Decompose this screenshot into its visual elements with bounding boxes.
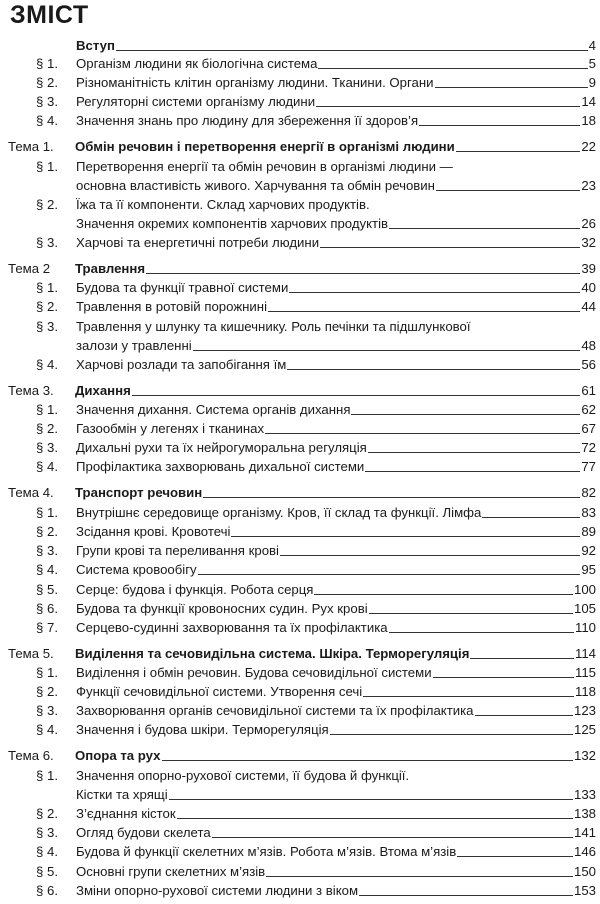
toc-entry-title: Харчові розлади та запобігання їм — [76, 357, 287, 372]
toc-entry-page: 40 — [581, 280, 596, 295]
toc-entry-title: Значення опорно-рухової системи, її будова й функції. — [76, 768, 410, 783]
toc-entry-page: 18 — [581, 113, 596, 128]
toc-entry-number: § 5. — [36, 864, 58, 879]
toc-entry — [0, 381, 600, 400]
toc-leader-line — [435, 87, 588, 88]
toc-entry-title: Опора та рух — [75, 748, 161, 763]
toc-entry-page: 141 — [573, 825, 596, 840]
toc-entry-page: 118 — [574, 684, 596, 699]
toc-entry — [0, 503, 600, 522]
toc-entry-number: § 6. — [36, 601, 58, 616]
toc-entry-title: Захворювання органів сечовидільної системи та їх профілактика — [76, 703, 474, 718]
toc-entry-number: Тема 2 — [8, 261, 51, 276]
toc-entry-page: 62 — [581, 402, 596, 417]
toc-entry — [0, 842, 600, 861]
toc-entry-title: Травлення в ротовій порожнині — [76, 299, 268, 314]
toc-entry-number: § 2. — [36, 684, 58, 699]
toc-entry — [0, 766, 600, 785]
toc-entry — [0, 804, 600, 823]
toc-entry-number: § 1. — [36, 280, 58, 295]
toc-entry-title: Будова й функції скелетних м’язів. Робота м’язів. Втома м’язів — [76, 844, 457, 859]
toc-leader-line — [456, 151, 581, 152]
toc-leader-line — [265, 433, 580, 434]
toc-entry-page: 14 — [581, 94, 596, 109]
toc-entry-page: 153 — [573, 883, 596, 898]
toc-entry — [0, 36, 600, 55]
toc-entry — [0, 278, 600, 297]
toc-entry-page: 56 — [581, 357, 596, 372]
toc-entry-title: Виділення і обмін речовин. Будова сечовидільної системи — [76, 665, 432, 680]
toc-entry-title: Внутрішнє середовище організму. Кров, її склад та функції. Лімфа — [76, 505, 482, 520]
toc-entry-page: 23 — [581, 178, 596, 193]
toc-entry-number: § 3. — [36, 440, 58, 455]
toc-entry-title: З’єднання кісток — [76, 806, 176, 821]
toc-entry-title: Серцево-судинні захворювання та їх профілактика — [76, 620, 388, 635]
toc-entry-title: Профілактика захворювань дихальної системи — [76, 459, 365, 474]
toc-entry-page: 77 — [581, 459, 596, 474]
toc-entry-title: Газообмін у легенях і тканинах — [76, 421, 265, 436]
toc-leader-line — [351, 414, 580, 415]
toc-entry — [0, 438, 600, 457]
toc-entry-page: 5 — [588, 56, 596, 71]
toc-entry-title: основна властивість живого. Харчування та обмін речовин — [76, 178, 435, 193]
toc-entry-number: § 1. — [36, 665, 58, 680]
toc-leader-line — [436, 190, 580, 191]
toc-entry — [0, 618, 600, 637]
toc-entry-page: 72 — [581, 440, 596, 455]
toc-leader-line — [198, 574, 581, 575]
toc-entry — [0, 701, 600, 720]
toc-entry-title: Транспорт речовин — [75, 485, 203, 500]
toc-entry-page: 115 — [574, 665, 596, 680]
toc-entry-title: Їжа та її компоненти. Склад харчових продуктів. — [76, 197, 370, 212]
toc-entry-title: Виділення та сечовидільна система. Шкіра. Терморегуляція — [75, 646, 470, 661]
toc-leader-line — [203, 497, 580, 498]
toc-entry-number: § 3. — [36, 319, 58, 334]
toc-entry-page: 48 — [581, 338, 596, 353]
toc-entry — [0, 195, 600, 214]
toc-entry-title: Система кровообігу — [76, 562, 197, 577]
toc-entry-number: Тема 1. — [8, 139, 54, 154]
toc-entry-number: § 6. — [36, 883, 58, 898]
toc-entry-page: 39 — [581, 261, 596, 276]
toc-entry — [0, 137, 600, 156]
toc-leader-line — [365, 471, 580, 472]
toc-entry-page: 83 — [581, 505, 596, 520]
toc-leader-line — [482, 517, 580, 518]
toc-entry-page: 132 — [573, 748, 596, 763]
toc-leader-line — [314, 594, 573, 595]
toc-leader-line — [363, 696, 574, 697]
toc-leader-line — [389, 632, 574, 633]
toc-entry-page: 146 — [573, 844, 596, 859]
toc-entry-number: § 4. — [36, 459, 58, 474]
toc-entry — [0, 746, 600, 765]
page-title: ЗМІСТ — [10, 1, 89, 29]
toc-entry-title: Функції сечовидільної системи. Утворення сечі — [76, 684, 363, 699]
toc-entry-number: § 4. — [36, 113, 58, 128]
toc-entry-number: § 5. — [36, 582, 58, 597]
toc-entry-title: Основні групи скелетних м’язів — [76, 864, 266, 879]
toc-entry-page: 92 — [581, 543, 596, 558]
toc-entry — [0, 400, 600, 419]
toc-entry-title: Різноманітність клітин організму людини. Тканини. Органи — [76, 75, 434, 90]
toc-entry-number: § 4. — [36, 844, 58, 859]
toc-entry-page: 138 — [573, 806, 596, 821]
toc-entry-title: Кістки та хрящі — [76, 787, 168, 802]
toc-entry-number: § 3. — [36, 94, 58, 109]
toc-entry — [0, 355, 600, 374]
toc-entry-number: Тема 6. — [8, 748, 54, 763]
toc-entry-title: Групи крові та переливання крові — [76, 543, 279, 558]
toc-entry-title: Будова та функції кровоносних судин. Рух крові — [76, 601, 368, 616]
toc-entry-number: § 2. — [36, 421, 58, 436]
toc-leader-line — [457, 856, 573, 857]
toc-entry-number: Тема 4. — [8, 485, 54, 500]
toc-entry — [0, 176, 600, 195]
toc-leader-line — [389, 228, 580, 229]
toc-entry-title: Будова та функції травної системи — [76, 280, 289, 295]
toc-entry — [0, 336, 600, 355]
toc-leader-line — [280, 555, 580, 556]
toc-entry-number: Тема 3. — [8, 383, 54, 398]
toc-entry-title: Значення і будова шкіри. Терморегуляція — [76, 722, 329, 737]
toc-entry — [0, 297, 600, 316]
toc-entry-title: Перетворення енергії та обмін речовин в організмі людини — — [76, 159, 453, 174]
toc-entry-title: Дихання — [75, 383, 131, 398]
toc-entry-page: 105 — [573, 601, 596, 616]
toc-leader-line — [475, 715, 573, 716]
toc-entry-number: § 4. — [36, 722, 58, 737]
toc-entry-page: 114 — [574, 646, 596, 661]
toc-entry-title: Зсідання крові. Кровотечі — [76, 524, 231, 539]
toc-entry-number: Тема 5. — [8, 646, 54, 661]
toc-leader-line — [359, 895, 573, 896]
toc-entry-number: § 4. — [36, 562, 58, 577]
toc-entry-title: Організм людини як біологічна система — [76, 56, 318, 71]
toc-entry — [0, 862, 600, 881]
toc-entry-title: Регуляторні системи організму людини — [76, 94, 316, 109]
toc-entry-title: Серце: будова і функція. Робота серця — [76, 582, 314, 597]
toc-entry-title: Вступ — [76, 38, 115, 53]
toc-leader-line — [132, 395, 581, 396]
toc-leader-line — [116, 50, 588, 51]
toc-entry-number: § 2. — [36, 197, 58, 212]
toc-leader-line — [146, 273, 580, 274]
toc-entry-page: 82 — [581, 485, 596, 500]
toc-entry — [0, 233, 600, 252]
toc-entry — [0, 157, 600, 176]
toc-entry-number: § 1. — [36, 159, 58, 174]
toc-entry-number: § 1. — [36, 56, 58, 71]
toc-entry-number: § 1. — [36, 768, 58, 783]
toc-entry-title: Огляд будови скелета — [76, 825, 211, 840]
toc-entry — [0, 419, 600, 438]
toc-entry-number: § 3. — [36, 235, 58, 250]
toc-entry-page: 125 — [573, 722, 596, 737]
toc-entry — [0, 317, 600, 336]
toc-entry-page: 123 — [573, 703, 596, 718]
toc-leader-line — [330, 734, 573, 735]
toc-entry-page: 100 — [573, 582, 596, 597]
toc-leader-line — [433, 677, 574, 678]
toc-entry-page: 22 — [581, 139, 596, 154]
toc-leader-line — [162, 760, 573, 761]
toc-entry — [0, 92, 600, 111]
toc-leader-line — [470, 658, 574, 659]
toc-entry — [0, 560, 600, 579]
toc-leader-line — [369, 613, 573, 614]
toc-entry-number: § 2. — [36, 524, 58, 539]
toc-entry-page: 95 — [581, 562, 596, 577]
toc-entry-number: § 2. — [36, 806, 58, 821]
toc-entry-number: § 3. — [36, 703, 58, 718]
toc-entry-number: § 1. — [36, 505, 58, 520]
toc-entry — [0, 785, 600, 804]
toc-leader-line — [419, 125, 580, 126]
toc-leader-line — [177, 818, 573, 819]
toc-entry-title: залози у травленні — [76, 338, 192, 353]
toc-entry — [0, 663, 600, 682]
toc-entry — [0, 682, 600, 701]
toc-leader-line — [266, 876, 573, 877]
toc-entry-page: 110 — [574, 620, 596, 635]
toc-entry-page: 133 — [573, 787, 596, 802]
toc-entry-page: 4 — [588, 38, 596, 53]
toc-entry-title: Значення дихання. Система органів дихання — [76, 402, 351, 417]
toc-entry-number: § 2. — [36, 75, 58, 90]
toc-entry — [0, 214, 600, 233]
toc-leader-line — [287, 369, 580, 370]
toc-entry — [0, 73, 600, 92]
toc-entry-number: § 2. — [36, 299, 58, 314]
toc-entry — [0, 522, 600, 541]
toc-entry-page: 150 — [573, 864, 596, 879]
toc-leader-line — [268, 311, 580, 312]
toc-entry-number: § 1. — [36, 402, 58, 417]
toc-leader-line — [231, 536, 580, 537]
toc-entry-page: 32 — [581, 235, 596, 250]
toc-entry-number: § 4. — [36, 357, 58, 372]
toc-leader-line — [316, 106, 580, 107]
toc-entry — [0, 720, 600, 739]
toc-entry — [0, 541, 600, 560]
toc-leader-line — [318, 68, 587, 69]
toc-entry — [0, 644, 600, 663]
toc-leader-line — [368, 452, 581, 453]
toc-leader-line — [193, 350, 581, 351]
toc-entry-page: 44 — [581, 299, 596, 314]
toc-entry-page: 26 — [581, 216, 596, 231]
toc-entry-title: Значення знань про людину для збереження її здоров’я — [76, 113, 419, 128]
toc-entry-page: 89 — [581, 524, 596, 539]
toc-entry-number: § 3. — [36, 543, 58, 558]
toc-entry-title: Зміни опорно-рухової системи людини з віком — [76, 883, 359, 898]
toc-entry-page: 67 — [581, 421, 596, 436]
toc-entry — [0, 457, 600, 476]
toc-entry — [0, 881, 600, 900]
toc-entry-title: Значення окремих компонентів харчових продуктів — [76, 216, 389, 231]
toc-leader-line — [320, 247, 580, 248]
toc-entry — [0, 823, 600, 842]
toc-entry — [0, 54, 600, 73]
toc-entry-number: § 7. — [36, 620, 58, 635]
toc-entry-title: Травлення — [75, 261, 146, 276]
toc-entry — [0, 111, 600, 130]
toc-entry-title: Дихальні рухи та їх нейрогуморальна регуляція — [76, 440, 367, 455]
toc-entry — [0, 483, 600, 502]
toc-entry-page: 9 — [588, 75, 596, 90]
toc-entry-title: Обмін речовин і перетворення енергії в організмі людини — [75, 139, 455, 154]
toc-entry-title: Харчові та енергетичні потреби людини — [76, 235, 320, 250]
toc-entry-number: § 3. — [36, 825, 58, 840]
toc-entry-title: Травлення у шлунку та кишечнику. Роль печінки та підшлункової — [76, 319, 471, 334]
toc-entry-page: 61 — [581, 383, 596, 398]
toc-entry — [0, 599, 600, 618]
toc-entry — [0, 580, 600, 599]
toc-leader-line — [169, 799, 573, 800]
toc-entry — [0, 259, 600, 278]
toc-leader-line — [289, 292, 580, 293]
toc-leader-line — [212, 837, 573, 838]
